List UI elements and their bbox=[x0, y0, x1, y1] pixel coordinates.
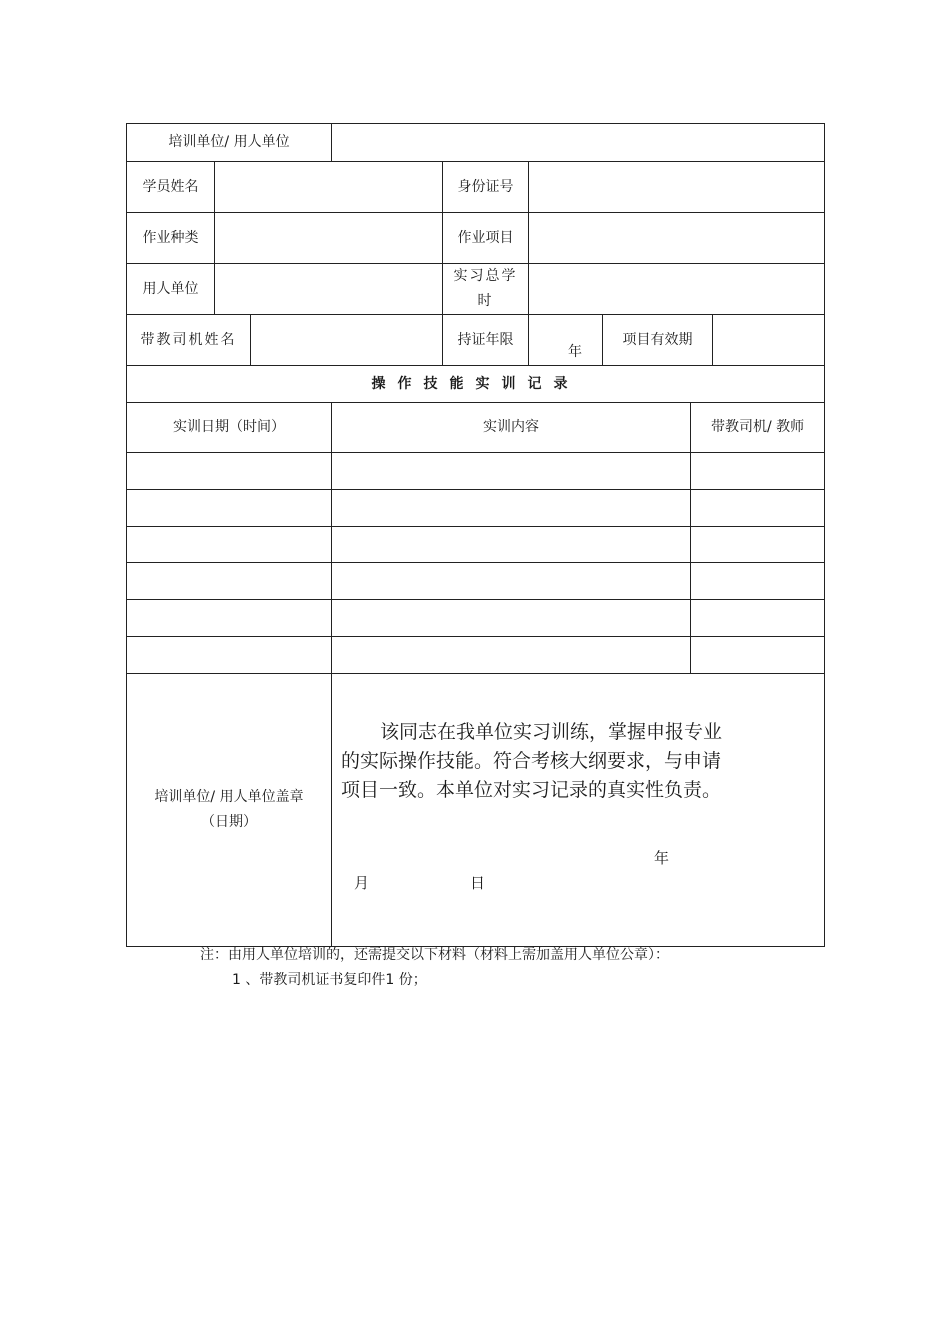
header-content: 实训内容 bbox=[332, 403, 691, 453]
table-row bbox=[127, 600, 825, 637]
record-instructor-cell[interactable] bbox=[691, 637, 825, 674]
record-instructor-cell[interactable] bbox=[691, 453, 825, 490]
record-content-cell[interactable] bbox=[332, 527, 691, 563]
record-date-cell[interactable] bbox=[127, 600, 332, 637]
date-day-label: 日 bbox=[470, 874, 486, 892]
unit-label: 培训单位/ 用人单位 bbox=[127, 124, 332, 162]
date-year-label: 年 bbox=[654, 849, 670, 867]
training-record-form bbox=[126, 123, 825, 947]
record-date-cell[interactable] bbox=[127, 490, 332, 527]
employer-field[interactable] bbox=[215, 264, 443, 315]
statement-line-2: 的实际操作技能。符合考核大纲要求，与申请 bbox=[341, 750, 722, 772]
validity-field[interactable] bbox=[713, 315, 825, 366]
header-instructor: 带教司机/ 教师 bbox=[691, 403, 825, 453]
job-item-label: 作业项目 bbox=[443, 213, 529, 264]
cert-years-field[interactable] bbox=[529, 315, 603, 366]
date-month-label: 月 bbox=[354, 874, 370, 892]
record-content-cell[interactable] bbox=[332, 637, 691, 674]
stamp-label: 培训单位/ 用人单位盖章（日期） bbox=[127, 674, 332, 947]
record-instructor-cell[interactable] bbox=[691, 527, 825, 563]
record-date-cell[interactable] bbox=[127, 563, 332, 600]
validity-label: 项目有效期 bbox=[603, 315, 713, 366]
driver-name-label: 带教司机姓名 bbox=[127, 315, 251, 366]
table-row bbox=[127, 490, 825, 527]
note-line-2: 1 、带教司机证书复印件1 份； bbox=[232, 972, 427, 988]
statement-line-3: 项目一致。本单位对实习记录的真实性负责。 bbox=[341, 779, 722, 801]
stamp-cell[interactable] bbox=[332, 674, 825, 947]
record-instructor-cell[interactable] bbox=[691, 600, 825, 637]
table-row bbox=[127, 527, 825, 563]
record-content-cell[interactable] bbox=[332, 453, 691, 490]
record-instructor-cell[interactable] bbox=[691, 490, 825, 527]
record-instructor-cell[interactable] bbox=[691, 563, 825, 600]
table-row bbox=[127, 563, 825, 600]
record-content-cell[interactable] bbox=[332, 563, 691, 600]
section-title: 操作技能实训记录 bbox=[127, 366, 825, 403]
year-suffix: 年 bbox=[568, 344, 583, 360]
id-number-field[interactable] bbox=[529, 162, 825, 213]
statement-line-1: 该同志在我单位实习训练，掌握申报专业 bbox=[380, 721, 723, 743]
record-content-cell[interactable] bbox=[332, 490, 691, 527]
record-content-cell[interactable] bbox=[332, 600, 691, 637]
header-date: 实训日期（时间） bbox=[127, 403, 332, 453]
unit-value-field[interactable] bbox=[332, 124, 825, 162]
job-item-field[interactable] bbox=[529, 213, 825, 264]
student-name-label: 学员姓名 bbox=[127, 162, 215, 213]
note-line-1: 注：由用人单位培训的，还需提交以下材料（材料上需加盖用人单位公章）： bbox=[200, 947, 669, 963]
driver-name-field[interactable] bbox=[251, 315, 443, 366]
employer-label: 用人单位 bbox=[127, 264, 215, 315]
id-number-label: 身份证号 bbox=[443, 162, 529, 213]
job-type-label: 作业种类 bbox=[127, 213, 215, 264]
total-hours-label: 实习总学时 bbox=[443, 264, 529, 315]
cert-years-label: 持证年限 bbox=[443, 315, 529, 366]
student-name-field[interactable] bbox=[215, 162, 443, 213]
total-hours-field[interactable] bbox=[529, 264, 825, 315]
record-date-cell[interactable] bbox=[127, 637, 332, 674]
record-date-cell[interactable] bbox=[127, 527, 332, 563]
record-date-cell[interactable] bbox=[127, 453, 332, 490]
table-row bbox=[127, 453, 825, 490]
table-row bbox=[127, 637, 825, 674]
job-type-field[interactable] bbox=[215, 213, 443, 264]
